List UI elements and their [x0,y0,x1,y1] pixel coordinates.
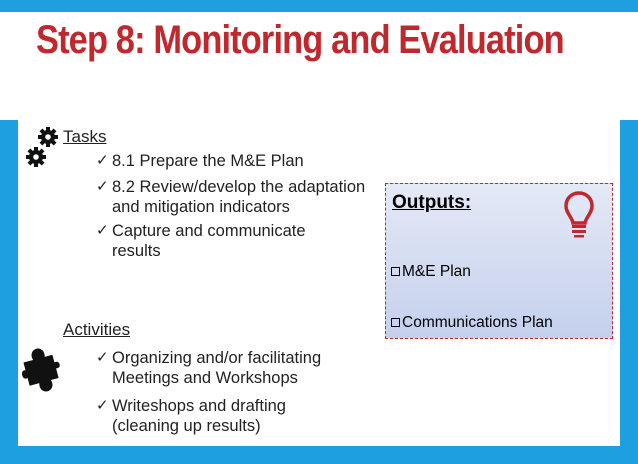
checkmark-icon: ✓ [96,397,109,414]
tasks-heading: Tasks [63,127,107,146]
frame-left-bar [0,120,18,464]
output-item [391,263,471,281]
activity-text: Writeshops and drafting (cleaning up results) [112,397,286,435]
slide-title: Step 8: Monitoring and Evaluation [36,18,564,62]
list-item [96,348,336,388]
frame-bottom-bar [0,446,638,464]
activities-heading: Activities [63,320,131,339]
list-item [96,151,366,171]
tasks-list [96,151,366,261]
output-item [391,314,553,332]
gears-icon [26,126,62,170]
puzzle-piece-icon [22,342,62,394]
frame-right-bar [620,120,638,464]
list-item [96,396,322,436]
lightbulb-icon [563,190,595,238]
frame-top-bar [0,0,638,12]
task-text: Capture and communicate results [112,222,306,260]
outputs-heading: Outputs: [392,192,472,213]
list-item [96,177,366,217]
outputs-box [385,183,613,339]
task-text: 8.2 Review/develop the adaptation and mitigation indicators [112,178,366,216]
activities-list [96,348,336,436]
output-text: M&E Plan [402,263,471,280]
checkmark-icon: ✓ [96,152,109,169]
checkmark-icon: ✓ [96,178,109,195]
activity-text: Organizing and/or facilitating Meetings and Workshops [112,349,322,387]
list-item [96,221,342,261]
checkmark-icon: ✓ [96,222,109,239]
output-text: Communications Plan [402,314,553,331]
checkbox-bullet-icon [391,318,400,327]
checkmark-icon: ✓ [96,349,109,366]
checkbox-bullet-icon [391,267,400,276]
task-text: 8.1 Prepare the M&E Plan [112,152,304,170]
